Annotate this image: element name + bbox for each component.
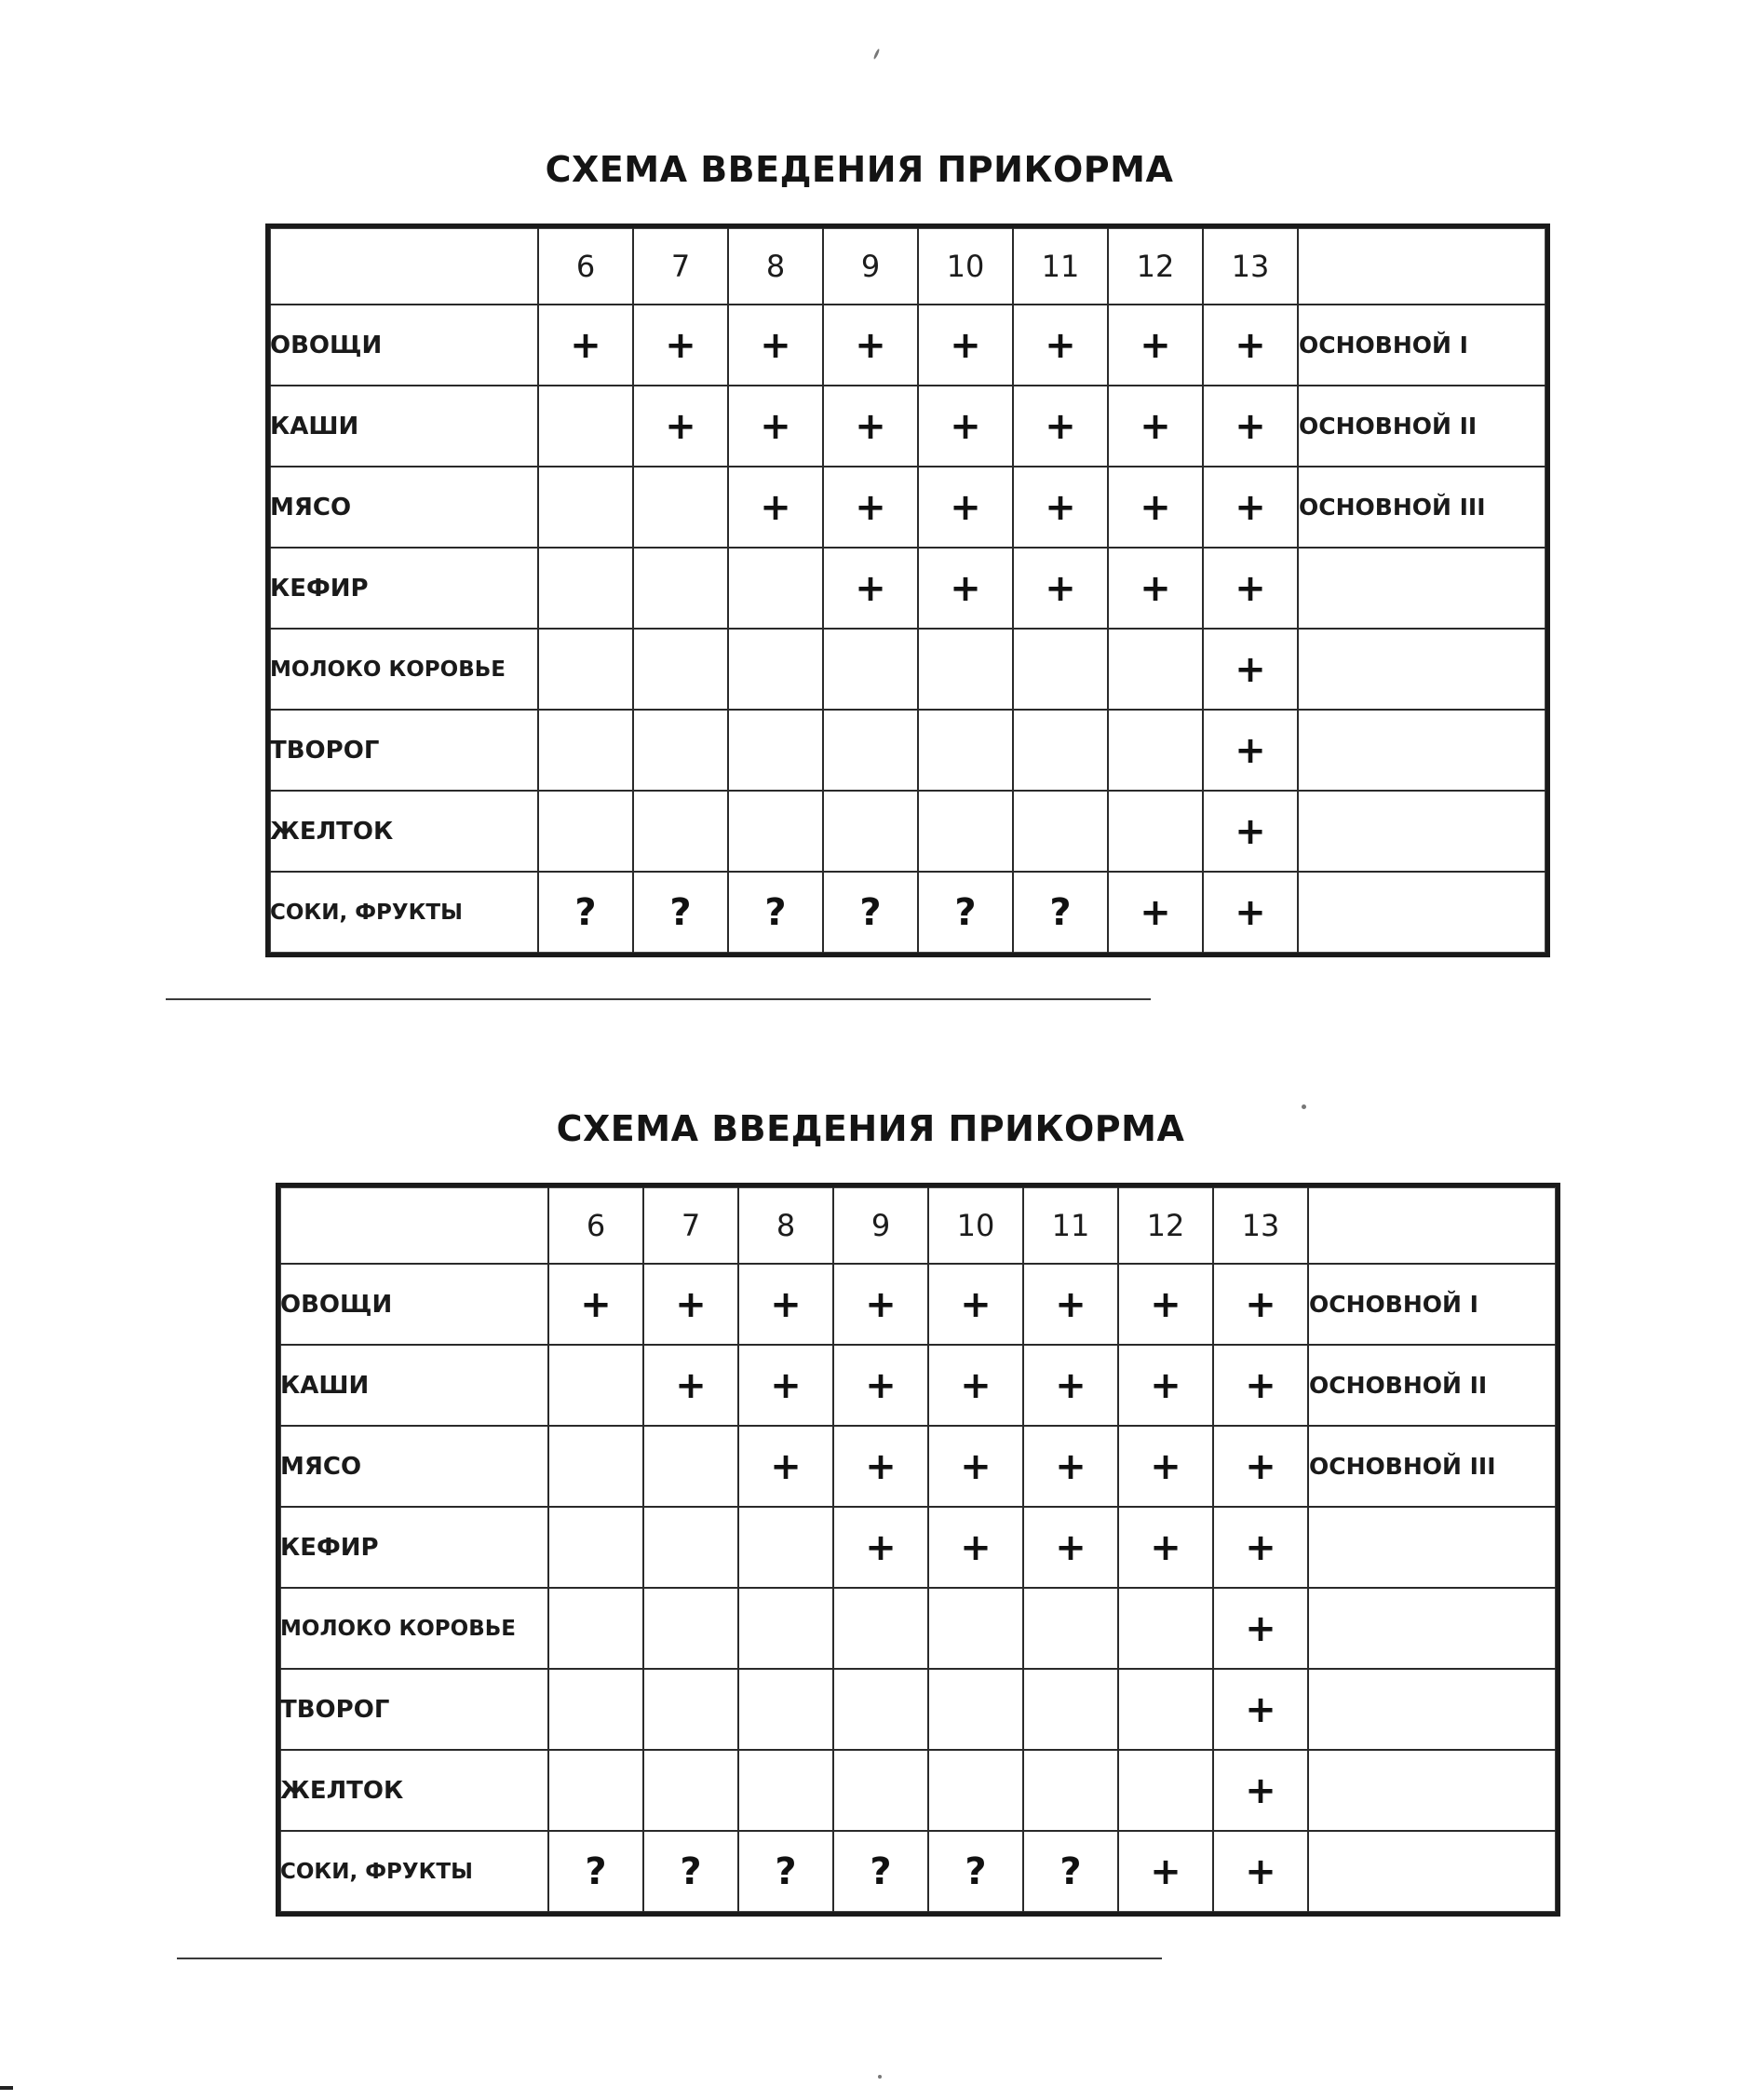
empty-cell — [643, 1426, 738, 1507]
empty-cell — [928, 1669, 1023, 1750]
empty-cell — [643, 1588, 738, 1669]
note-cell — [1308, 1507, 1556, 1588]
plus-mark-cell: + — [1213, 1831, 1308, 1912]
plus-mark-cell: + — [738, 1264, 833, 1345]
month-header: 7 — [633, 228, 728, 305]
plus-mark-cell: + — [918, 467, 1013, 548]
table-row — [270, 548, 1545, 629]
plus-mark-cell: + — [1118, 1345, 1213, 1426]
empty-cell — [1108, 629, 1203, 710]
table-row — [280, 1426, 1556, 1507]
empty-cell — [548, 1750, 643, 1831]
empty-cell — [538, 467, 633, 548]
plus-mark-cell: + — [823, 467, 918, 548]
note-cell: ОСНОВНОЙ I — [1308, 1264, 1556, 1345]
empty-cell — [548, 1345, 643, 1426]
empty-cell — [538, 386, 633, 467]
empty-cell — [928, 1750, 1023, 1831]
empty-cell — [633, 548, 728, 629]
plus-mark-cell: + — [1203, 629, 1298, 710]
empty-cell — [1108, 791, 1203, 872]
food-name: МОЛОКО КОРОВЬЕ — [280, 1588, 548, 1669]
cut-line — [166, 998, 1151, 1000]
food-name: МОЛОКО КОРОВЬЕ — [270, 629, 538, 710]
empty-cell — [643, 1669, 738, 1750]
note-cell — [1298, 872, 1545, 953]
table-row — [270, 791, 1545, 872]
question-mark-cell: ? — [1013, 872, 1108, 953]
note-cell — [1308, 1588, 1556, 1669]
month-header: 13 — [1213, 1187, 1308, 1264]
month-header: 13 — [1203, 228, 1298, 305]
food-name: КЕФИР — [280, 1507, 548, 1588]
food-name: КАШИ — [270, 386, 538, 467]
question-mark-cell: ? — [1023, 1831, 1118, 1912]
empty-cell — [928, 1588, 1023, 1669]
table-row — [280, 1264, 1556, 1345]
month-header: 12 — [1118, 1187, 1213, 1264]
plus-mark-cell: + — [1203, 305, 1298, 386]
corner-cell — [270, 228, 538, 305]
plus-mark-cell: + — [823, 548, 918, 629]
plus-mark-cell: + — [1013, 467, 1108, 548]
empty-cell — [833, 1750, 928, 1831]
note-header-cell — [1298, 228, 1545, 305]
empty-cell — [738, 1588, 833, 1669]
empty-cell — [1023, 1750, 1118, 1831]
note-cell: ОСНОВНОЙ III — [1308, 1426, 1556, 1507]
plus-mark-cell: + — [1108, 548, 1203, 629]
cut-line — [177, 1958, 1162, 1959]
plus-mark-cell: + — [643, 1345, 738, 1426]
food-name: ТВОРОГ — [270, 710, 538, 791]
month-header: 10 — [928, 1187, 1023, 1264]
empty-cell — [728, 791, 823, 872]
month-header: 6 — [548, 1187, 643, 1264]
empty-cell — [728, 710, 823, 791]
plus-mark-cell: + — [728, 467, 823, 548]
empty-cell — [538, 710, 633, 791]
empty-cell — [633, 791, 728, 872]
plus-mark-cell: + — [1203, 710, 1298, 791]
empty-cell — [823, 791, 918, 872]
month-header: 9 — [823, 228, 918, 305]
month-header-row — [280, 1187, 1556, 1264]
empty-cell — [738, 1507, 833, 1588]
question-mark-cell: ? — [728, 872, 823, 953]
empty-cell — [833, 1669, 928, 1750]
plus-mark-cell: + — [1213, 1426, 1308, 1507]
scan-speck — [1302, 1104, 1306, 1109]
empty-cell — [823, 629, 918, 710]
plus-mark-cell: + — [1213, 1588, 1308, 1669]
empty-cell — [548, 1426, 643, 1507]
plus-mark-cell: + — [928, 1426, 1023, 1507]
plus-mark-cell: + — [1013, 548, 1108, 629]
empty-cell — [1118, 1750, 1213, 1831]
plus-mark-cell: + — [1023, 1507, 1118, 1588]
plus-mark-cell: + — [1023, 1264, 1118, 1345]
question-mark-cell: ? — [538, 872, 633, 953]
scheme-title: СХЕМА ВВЕДЕНИЯ ПРИКОРМА — [556, 1108, 1185, 1149]
empty-cell — [833, 1588, 928, 1669]
empty-cell — [633, 629, 728, 710]
plus-mark-cell: + — [833, 1507, 928, 1588]
question-mark-cell: ? — [928, 1831, 1023, 1912]
empty-cell — [548, 1669, 643, 1750]
food-name: ТВОРОГ — [280, 1669, 548, 1750]
plus-mark-cell: + — [1118, 1831, 1213, 1912]
note-cell — [1308, 1831, 1556, 1912]
empty-cell — [1013, 791, 1108, 872]
plus-mark-cell: + — [1023, 1426, 1118, 1507]
empty-cell — [548, 1507, 643, 1588]
empty-cell — [1013, 710, 1108, 791]
scheme-table — [280, 1187, 1556, 1912]
plus-mark-cell: + — [833, 1264, 928, 1345]
plus-mark-cell: + — [1118, 1264, 1213, 1345]
note-cell: ОСНОВНОЙ II — [1308, 1345, 1556, 1426]
empty-cell — [1023, 1669, 1118, 1750]
month-header-row — [270, 228, 1545, 305]
table-row — [280, 1588, 1556, 1669]
plus-mark-cell: + — [833, 1345, 928, 1426]
empty-cell — [1108, 710, 1203, 791]
plus-mark-cell: + — [738, 1345, 833, 1426]
plus-mark-cell: + — [833, 1426, 928, 1507]
plus-mark-cell: + — [1213, 1750, 1308, 1831]
table-row — [270, 305, 1545, 386]
note-cell: ОСНОВНОЙ II — [1298, 386, 1545, 467]
month-header: 7 — [643, 1187, 738, 1264]
plus-mark-cell: + — [1023, 1345, 1118, 1426]
scheme-table-frame — [265, 224, 1550, 957]
empty-cell — [728, 548, 823, 629]
food-name: КАШИ — [280, 1345, 548, 1426]
table-row — [270, 710, 1545, 791]
month-header: 8 — [728, 228, 823, 305]
plus-mark-cell: + — [823, 386, 918, 467]
empty-cell — [548, 1588, 643, 1669]
plus-mark-cell: + — [1108, 386, 1203, 467]
plus-mark-cell: + — [1203, 548, 1298, 629]
month-header: 12 — [1108, 228, 1203, 305]
scheme-table — [270, 228, 1545, 953]
empty-cell — [1118, 1588, 1213, 1669]
question-mark-cell: ? — [918, 872, 1013, 953]
question-mark-cell: ? — [548, 1831, 643, 1912]
note-cell — [1308, 1750, 1556, 1831]
empty-cell — [918, 629, 1013, 710]
plus-mark-cell: + — [738, 1426, 833, 1507]
food-name: ЖЕЛТОК — [280, 1750, 548, 1831]
scan-speck — [0, 2086, 13, 2090]
plus-mark-cell: + — [918, 305, 1013, 386]
plus-mark-cell: + — [823, 305, 918, 386]
month-header: 6 — [538, 228, 633, 305]
note-header-cell — [1308, 1187, 1556, 1264]
plus-mark-cell: + — [1213, 1507, 1308, 1588]
note-cell — [1298, 710, 1545, 791]
plus-mark-cell: + — [633, 305, 728, 386]
plus-mark-cell: + — [1203, 386, 1298, 467]
food-name: ЖЕЛТОК — [270, 791, 538, 872]
note-cell — [1298, 548, 1545, 629]
table-row — [280, 1345, 1556, 1426]
scheme-table-frame — [276, 1183, 1560, 1917]
scan-speck — [878, 2075, 882, 2079]
table-row — [280, 1669, 1556, 1750]
plus-mark-cell: + — [1213, 1264, 1308, 1345]
plus-mark-cell: + — [1203, 872, 1298, 953]
empty-cell — [643, 1507, 738, 1588]
empty-cell — [1118, 1669, 1213, 1750]
plus-mark-cell: + — [728, 386, 823, 467]
plus-mark-cell: + — [1108, 305, 1203, 386]
plus-mark-cell: + — [1108, 467, 1203, 548]
empty-cell — [1013, 629, 1108, 710]
plus-mark-cell: + — [1203, 791, 1298, 872]
question-mark-cell: ? — [738, 1831, 833, 1912]
plus-mark-cell: + — [1013, 386, 1108, 467]
plus-mark-cell: + — [643, 1264, 738, 1345]
empty-cell — [918, 791, 1013, 872]
question-mark-cell: ? — [633, 872, 728, 953]
note-cell: ОСНОВНОЙ I — [1298, 305, 1545, 386]
month-header: 8 — [738, 1187, 833, 1264]
empty-cell — [643, 1750, 738, 1831]
note-cell — [1298, 629, 1545, 710]
table-row — [270, 629, 1545, 710]
plus-mark-cell: + — [1203, 467, 1298, 548]
plus-mark-cell: + — [1013, 305, 1108, 386]
plus-mark-cell: + — [728, 305, 823, 386]
corner-cell — [280, 1187, 548, 1264]
table-row — [270, 872, 1545, 953]
question-mark-cell: ? — [643, 1831, 738, 1912]
empty-cell — [538, 548, 633, 629]
scan-speck — [873, 48, 881, 60]
table-row — [270, 386, 1545, 467]
question-mark-cell: ? — [823, 872, 918, 953]
table-row — [280, 1831, 1556, 1912]
table-row — [280, 1507, 1556, 1588]
month-header: 11 — [1023, 1187, 1118, 1264]
empty-cell — [823, 710, 918, 791]
food-name: ОВОЩИ — [270, 305, 538, 386]
empty-cell — [633, 710, 728, 791]
plus-mark-cell: + — [928, 1264, 1023, 1345]
plus-mark-cell: + — [1118, 1507, 1213, 1588]
plus-mark-cell: + — [633, 386, 728, 467]
note-cell: ОСНОВНОЙ III — [1298, 467, 1545, 548]
table-row — [270, 467, 1545, 548]
food-name: СОКИ, ФРУКТЫ — [280, 1831, 548, 1912]
empty-cell — [738, 1750, 833, 1831]
plus-mark-cell: + — [918, 386, 1013, 467]
table-row — [280, 1750, 1556, 1831]
question-mark-cell: ? — [833, 1831, 928, 1912]
food-name: СОКИ, ФРУКТЫ — [270, 872, 538, 953]
empty-cell — [918, 710, 1013, 791]
plus-mark-cell: + — [1118, 1426, 1213, 1507]
note-cell — [1308, 1669, 1556, 1750]
empty-cell — [538, 791, 633, 872]
note-cell — [1298, 791, 1545, 872]
plus-mark-cell: + — [1108, 872, 1203, 953]
plus-mark-cell: + — [928, 1507, 1023, 1588]
month-header: 9 — [833, 1187, 928, 1264]
month-header: 11 — [1013, 228, 1108, 305]
plus-mark-cell: + — [1213, 1345, 1308, 1426]
empty-cell — [738, 1669, 833, 1750]
scheme-title: СХЕМА ВВЕДЕНИЯ ПРИКОРМА — [545, 149, 1174, 190]
empty-cell — [633, 467, 728, 548]
food-name: КЕФИР — [270, 548, 538, 629]
plus-mark-cell: + — [548, 1264, 643, 1345]
empty-cell — [1023, 1588, 1118, 1669]
empty-cell — [728, 629, 823, 710]
food-name: МЯСО — [280, 1426, 548, 1507]
plus-mark-cell: + — [918, 548, 1013, 629]
month-header: 10 — [918, 228, 1013, 305]
plus-mark-cell: + — [1213, 1669, 1308, 1750]
empty-cell — [538, 629, 633, 710]
food-name: ОВОЩИ — [280, 1264, 548, 1345]
plus-mark-cell: + — [538, 305, 633, 386]
food-name: МЯСО — [270, 467, 538, 548]
plus-mark-cell: + — [928, 1345, 1023, 1426]
